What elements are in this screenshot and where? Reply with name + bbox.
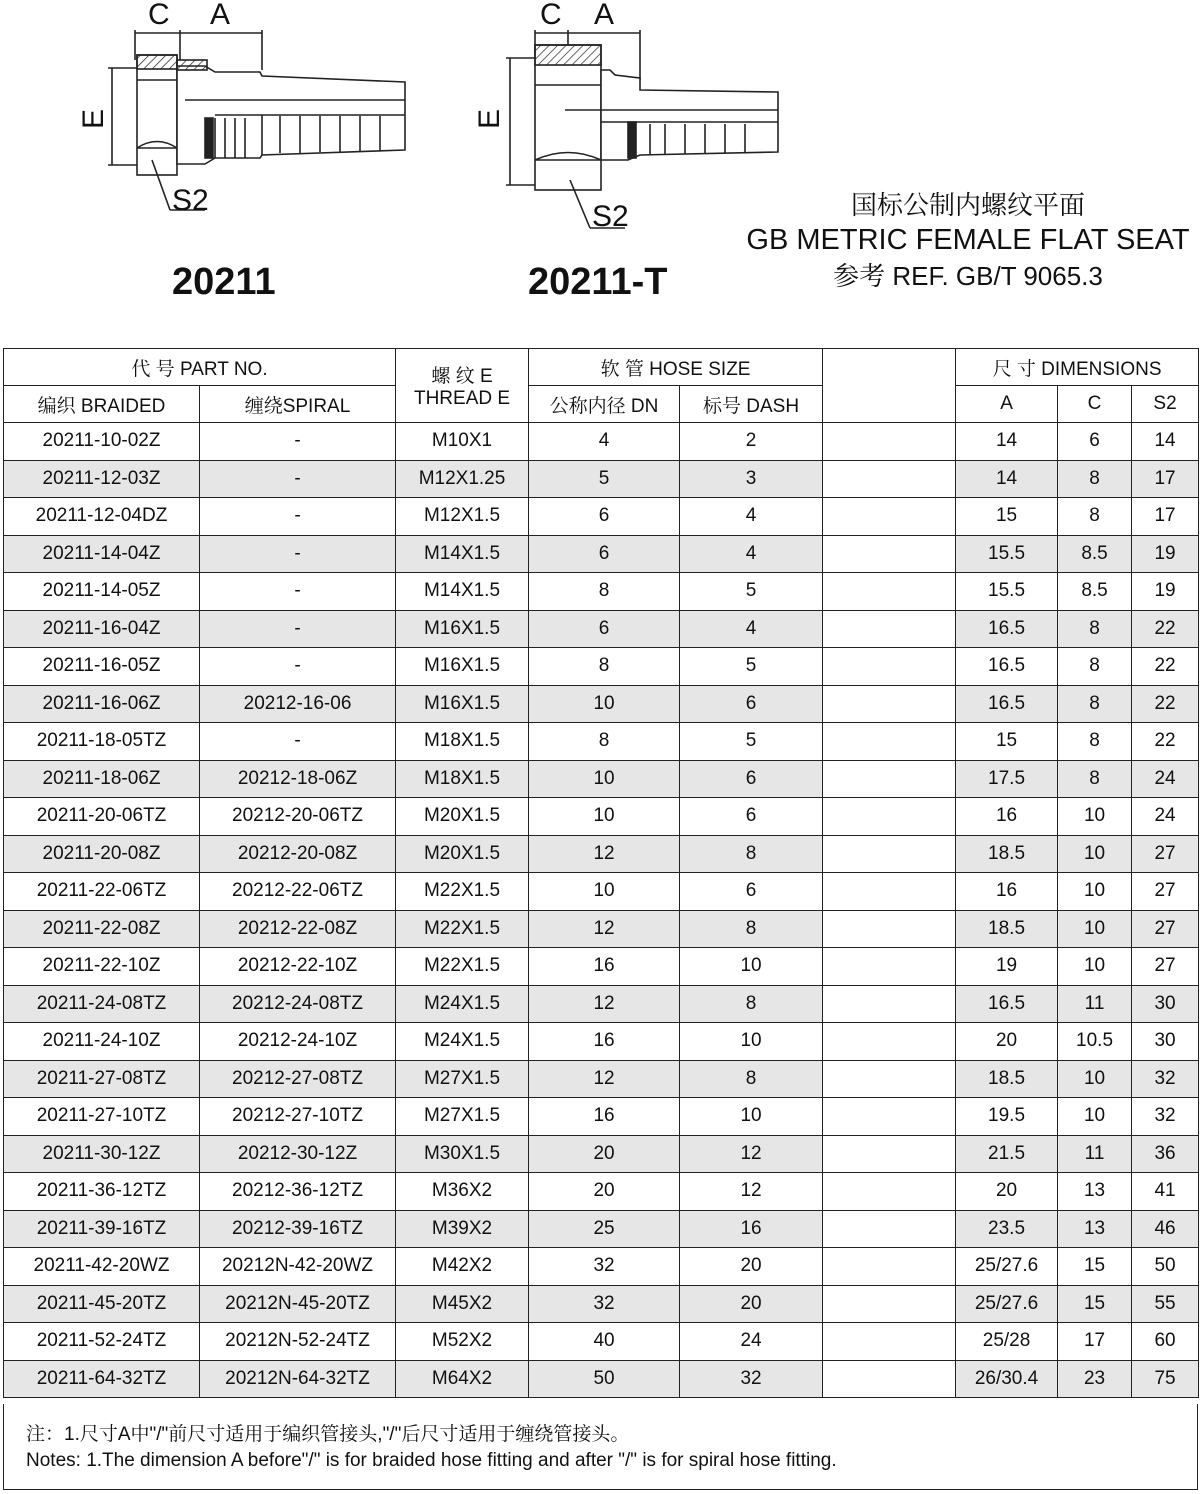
table-row bbox=[4, 948, 1199, 986]
cell-spiral: - bbox=[200, 648, 396, 686]
cell-blank bbox=[823, 460, 956, 498]
cell-a: 16 bbox=[956, 798, 1058, 836]
cell-dash: 24 bbox=[680, 1323, 823, 1361]
header-s2: S2 bbox=[1132, 386, 1199, 423]
cell-braided: 20211-16-06Z bbox=[4, 685, 200, 723]
cell-c: 8.5 bbox=[1058, 535, 1132, 573]
cell-blank bbox=[823, 1360, 956, 1398]
cell-braided: 20211-16-05Z bbox=[4, 648, 200, 686]
cell-a: 25/28 bbox=[956, 1323, 1058, 1361]
cell-dn: 12 bbox=[529, 985, 680, 1023]
cell-a: 16.5 bbox=[956, 685, 1058, 723]
cell-dash: 12 bbox=[680, 1135, 823, 1173]
cell-spiral: 20212N-52-24TZ bbox=[200, 1323, 396, 1361]
cell-dn: 10 bbox=[529, 798, 680, 836]
cell-braided: 20211-24-08TZ bbox=[4, 985, 200, 1023]
cell-c: 13 bbox=[1058, 1173, 1132, 1211]
cell-braided: 20211-36-12TZ bbox=[4, 1173, 200, 1211]
cell-spiral: - bbox=[200, 723, 396, 761]
cell-dash: 2 bbox=[680, 423, 823, 461]
cell-dash: 6 bbox=[680, 798, 823, 836]
cell-blank bbox=[823, 1248, 956, 1286]
cell-braided: 20211-18-05TZ bbox=[4, 723, 200, 761]
cell-blank bbox=[823, 498, 956, 536]
cell-thread: M45X2 bbox=[396, 1285, 529, 1323]
cell-dn: 50 bbox=[529, 1360, 680, 1398]
cell-a: 18.5 bbox=[956, 910, 1058, 948]
cell-thread: M22X1.5 bbox=[396, 910, 529, 948]
dim-c-label-left: C bbox=[148, 0, 170, 31]
cell-a: 15 bbox=[956, 723, 1058, 761]
cell-s2: 22 bbox=[1132, 610, 1199, 648]
cell-s2: 32 bbox=[1132, 1098, 1199, 1136]
header-blank bbox=[823, 349, 956, 423]
dim-a-label-right: A bbox=[594, 0, 615, 31]
cell-dn: 32 bbox=[529, 1285, 680, 1323]
header-thread bbox=[396, 349, 529, 423]
cell-s2: 22 bbox=[1132, 723, 1199, 761]
cell-spiral: 20212-20-06TZ bbox=[200, 798, 396, 836]
cell-dash: 8 bbox=[680, 910, 823, 948]
cell-thread: M18X1.5 bbox=[396, 760, 529, 798]
header-a: A bbox=[956, 386, 1058, 423]
cell-braided: 20211-39-16TZ bbox=[4, 1210, 200, 1248]
dim-e-label-right: E bbox=[473, 108, 507, 130]
cell-blank bbox=[823, 835, 956, 873]
header-hose-size: 软 管 HOSE SIZE bbox=[529, 349, 823, 386]
cell-spiral: 20212-22-06TZ bbox=[200, 873, 396, 911]
cell-spiral: 20212-16-06 bbox=[200, 685, 396, 723]
cell-s2: 27 bbox=[1132, 948, 1199, 986]
cell-a: 16.5 bbox=[956, 985, 1058, 1023]
dim-e-label-left: E bbox=[77, 108, 111, 130]
cell-s2: 17 bbox=[1132, 498, 1199, 536]
cell-dash: 5 bbox=[680, 573, 823, 611]
cell-dn: 8 bbox=[529, 723, 680, 761]
cell-dn: 12 bbox=[529, 1060, 680, 1098]
cell-c: 8 bbox=[1058, 760, 1132, 798]
cell-blank bbox=[823, 985, 956, 1023]
cell-dn: 25 bbox=[529, 1210, 680, 1248]
cell-c: 6 bbox=[1058, 423, 1132, 461]
cell-thread: M24X1.5 bbox=[396, 985, 529, 1023]
cell-spiral: 20212N-45-20TZ bbox=[200, 1285, 396, 1323]
cell-dash: 3 bbox=[680, 460, 823, 498]
cell-spiral: - bbox=[200, 460, 396, 498]
cell-blank bbox=[823, 948, 956, 986]
cell-blank bbox=[823, 873, 956, 911]
cell-a: 18.5 bbox=[956, 1060, 1058, 1098]
table-row bbox=[4, 535, 1199, 573]
cell-s2: 60 bbox=[1132, 1323, 1199, 1361]
cell-c: 10 bbox=[1058, 1098, 1132, 1136]
cell-dn: 10 bbox=[529, 760, 680, 798]
cell-c: 10 bbox=[1058, 1060, 1132, 1098]
cell-c: 15 bbox=[1058, 1248, 1132, 1286]
cell-s2: 55 bbox=[1132, 1285, 1199, 1323]
cell-braided: 20211-27-08TZ bbox=[4, 1060, 200, 1098]
cell-blank bbox=[823, 760, 956, 798]
cell-a: 15.5 bbox=[956, 573, 1058, 611]
cell-a: 20 bbox=[956, 1173, 1058, 1211]
cell-c: 10 bbox=[1058, 948, 1132, 986]
cell-a: 26/30.4 bbox=[956, 1360, 1058, 1398]
cell-dn: 40 bbox=[529, 1323, 680, 1361]
cell-braided: 20211-20-08Z bbox=[4, 835, 200, 873]
cell-spiral: 20212-30-12Z bbox=[200, 1135, 396, 1173]
cell-thread: M64X2 bbox=[396, 1360, 529, 1398]
table-row bbox=[4, 498, 1199, 536]
cell-c: 11 bbox=[1058, 985, 1132, 1023]
header-braided: 编织 BRAIDED bbox=[4, 386, 200, 423]
cell-s2: 75 bbox=[1132, 1360, 1199, 1398]
dim-c-label-right: C bbox=[540, 0, 562, 31]
note-english: Notes: 1.The dimension A before"/" is for braided hose fitting and after "/" is for spiral hose fitting. bbox=[26, 1450, 837, 1471]
cell-thread: M36X2 bbox=[396, 1173, 529, 1211]
header-c: C bbox=[1058, 386, 1132, 423]
cell-spiral: 20212-24-10Z bbox=[200, 1023, 396, 1061]
table-row bbox=[4, 873, 1199, 911]
cell-a: 16.5 bbox=[956, 648, 1058, 686]
table-row bbox=[4, 1285, 1199, 1323]
fitting-drawing-20211-t bbox=[0, 0, 800, 303]
model-code-left: 20211 bbox=[172, 261, 276, 303]
cell-spiral: 20212-39-16TZ bbox=[200, 1210, 396, 1248]
header-thread-en: THREAD E bbox=[413, 388, 511, 409]
cell-dn: 10 bbox=[529, 873, 680, 911]
cell-dash: 4 bbox=[680, 498, 823, 536]
cell-thread: M27X1.5 bbox=[396, 1060, 529, 1098]
cell-braided: 20211-20-06TZ bbox=[4, 798, 200, 836]
cell-c: 15 bbox=[1058, 1285, 1132, 1323]
cell-spiral: 20212-22-08Z bbox=[200, 910, 396, 948]
cell-spiral: - bbox=[200, 423, 396, 461]
header-dimensions: 尺 寸 DIMENSIONS bbox=[956, 349, 1199, 386]
cell-a: 15.5 bbox=[956, 535, 1058, 573]
cell-dn: 20 bbox=[529, 1135, 680, 1173]
cell-thread: M39X2 bbox=[396, 1210, 529, 1248]
cell-dash: 4 bbox=[680, 610, 823, 648]
cell-s2: 24 bbox=[1132, 798, 1199, 836]
header-dn: 公称内径 DN bbox=[529, 386, 680, 423]
cell-c: 23 bbox=[1058, 1360, 1132, 1398]
cell-thread: M12X1.5 bbox=[396, 498, 529, 536]
cell-braided: 20211-18-06Z bbox=[4, 760, 200, 798]
cell-blank bbox=[823, 910, 956, 948]
cell-braided: 20211-12-04DZ bbox=[4, 498, 200, 536]
cell-c: 10 bbox=[1058, 873, 1132, 911]
table-row bbox=[4, 1023, 1199, 1061]
cell-braided: 20211-10-02Z bbox=[4, 423, 200, 461]
cell-thread: M52X2 bbox=[396, 1323, 529, 1361]
cell-dash: 5 bbox=[680, 723, 823, 761]
cell-spiral: 20212N-42-20WZ bbox=[200, 1248, 396, 1286]
cell-c: 13 bbox=[1058, 1210, 1132, 1248]
cell-c: 10.5 bbox=[1058, 1023, 1132, 1061]
specification-table bbox=[3, 348, 1199, 1398]
cell-s2: 46 bbox=[1132, 1210, 1199, 1248]
cell-a: 25/27.6 bbox=[956, 1285, 1058, 1323]
cell-thread: M22X1.5 bbox=[396, 873, 529, 911]
table-row bbox=[4, 835, 1199, 873]
table-row bbox=[4, 798, 1199, 836]
dim-a-label-left: A bbox=[210, 0, 231, 31]
table-row bbox=[4, 1323, 1199, 1361]
table-row bbox=[4, 610, 1199, 648]
cell-blank bbox=[823, 573, 956, 611]
table-row bbox=[4, 685, 1199, 723]
table-row bbox=[4, 1098, 1199, 1136]
cell-dash: 4 bbox=[680, 535, 823, 573]
cell-dash: 32 bbox=[680, 1360, 823, 1398]
cell-thread: M20X1.5 bbox=[396, 798, 529, 836]
cell-blank bbox=[823, 685, 956, 723]
cell-s2: 32 bbox=[1132, 1060, 1199, 1098]
title-reference: 参考 REF. GB/T 9065.3 bbox=[833, 261, 1103, 291]
cell-a: 14 bbox=[956, 460, 1058, 498]
cell-braided: 20211-45-20TZ bbox=[4, 1285, 200, 1323]
cell-a: 16 bbox=[956, 873, 1058, 911]
cell-thread: M10X1 bbox=[396, 423, 529, 461]
cell-blank bbox=[823, 798, 956, 836]
cell-c: 10 bbox=[1058, 910, 1132, 948]
cell-s2: 41 bbox=[1132, 1173, 1199, 1211]
cell-dn: 12 bbox=[529, 910, 680, 948]
cell-dash: 10 bbox=[680, 1098, 823, 1136]
cell-dn: 4 bbox=[529, 423, 680, 461]
cell-a: 17.5 bbox=[956, 760, 1058, 798]
cell-s2: 22 bbox=[1132, 648, 1199, 686]
cell-braided: 20211-64-32TZ bbox=[4, 1360, 200, 1398]
cell-thread: M14X1.5 bbox=[396, 535, 529, 573]
cell-spiral: 20212-18-06Z bbox=[200, 760, 396, 798]
cell-dn: 6 bbox=[529, 498, 680, 536]
cell-c: 8 bbox=[1058, 498, 1132, 536]
cell-a: 15 bbox=[956, 498, 1058, 536]
cell-thread: M24X1.5 bbox=[396, 1023, 529, 1061]
cell-dash: 20 bbox=[680, 1248, 823, 1286]
cell-c: 8 bbox=[1058, 610, 1132, 648]
dim-s2-label-right: S2 bbox=[592, 200, 629, 233]
cell-thread: M18X1.5 bbox=[396, 723, 529, 761]
cell-braided: 20211-22-08Z bbox=[4, 910, 200, 948]
table-body bbox=[4, 423, 1199, 1398]
cell-s2: 30 bbox=[1132, 985, 1199, 1023]
cell-dash: 16 bbox=[680, 1210, 823, 1248]
cell-dn: 8 bbox=[529, 648, 680, 686]
cell-blank bbox=[823, 423, 956, 461]
cell-braided: 20211-52-24TZ bbox=[4, 1323, 200, 1361]
cell-dash: 12 bbox=[680, 1173, 823, 1211]
cell-thread: M12X1.25 bbox=[396, 460, 529, 498]
cell-c: 8 bbox=[1058, 648, 1132, 686]
cell-dn: 16 bbox=[529, 1023, 680, 1061]
cell-c: 8 bbox=[1058, 723, 1132, 761]
cell-s2: 30 bbox=[1132, 1023, 1199, 1061]
cell-spiral: 20212-20-08Z bbox=[200, 835, 396, 873]
cell-dash: 6 bbox=[680, 760, 823, 798]
cell-a: 19.5 bbox=[956, 1098, 1058, 1136]
cell-braided: 20211-27-10TZ bbox=[4, 1098, 200, 1136]
table-row bbox=[4, 723, 1199, 761]
cell-spiral: - bbox=[200, 573, 396, 611]
dim-s2-label-left: S2 bbox=[172, 184, 209, 217]
cell-dn: 16 bbox=[529, 948, 680, 986]
header-spiral: 缠绕SPIRAL bbox=[200, 386, 396, 423]
cell-a: 16.5 bbox=[956, 610, 1058, 648]
cell-spiral: - bbox=[200, 610, 396, 648]
cell-thread: M14X1.5 bbox=[396, 573, 529, 611]
cell-dn: 8 bbox=[529, 573, 680, 611]
cell-braided: 20211-24-10Z bbox=[4, 1023, 200, 1061]
header-dash: 标号 DASH bbox=[680, 386, 823, 423]
cell-dn: 12 bbox=[529, 835, 680, 873]
table-row bbox=[4, 1135, 1199, 1173]
cell-s2: 24 bbox=[1132, 760, 1199, 798]
cell-dn: 6 bbox=[529, 535, 680, 573]
cell-blank bbox=[823, 1210, 956, 1248]
table-row bbox=[4, 760, 1199, 798]
cell-spiral: 20212N-64-32TZ bbox=[200, 1360, 396, 1398]
cell-s2: 19 bbox=[1132, 535, 1199, 573]
cell-braided: 20211-12-03Z bbox=[4, 460, 200, 498]
cell-dash: 6 bbox=[680, 873, 823, 911]
title-block bbox=[740, 188, 1196, 294]
cell-a: 19 bbox=[956, 948, 1058, 986]
cell-dash: 10 bbox=[680, 948, 823, 986]
cell-blank bbox=[823, 1135, 956, 1173]
cell-s2: 27 bbox=[1132, 873, 1199, 911]
cell-dn: 32 bbox=[529, 1248, 680, 1286]
cell-blank bbox=[823, 535, 956, 573]
table-row bbox=[4, 423, 1199, 461]
cell-spiral: 20212-27-10TZ bbox=[200, 1098, 396, 1136]
cell-c: 8.5 bbox=[1058, 573, 1132, 611]
cell-braided: 20211-16-04Z bbox=[4, 610, 200, 648]
cell-blank bbox=[823, 1060, 956, 1098]
cell-blank bbox=[823, 1098, 956, 1136]
cell-dash: 8 bbox=[680, 1060, 823, 1098]
cell-spiral: 20212-22-10Z bbox=[200, 948, 396, 986]
cell-a: 25/27.6 bbox=[956, 1248, 1058, 1286]
notes-box bbox=[3, 1404, 1198, 1490]
cell-c: 11 bbox=[1058, 1135, 1132, 1173]
table-row bbox=[4, 1060, 1199, 1098]
header-part-no: 代 号 PART NO. bbox=[4, 349, 396, 386]
header-area bbox=[0, 0, 1200, 340]
table-row bbox=[4, 460, 1199, 498]
cell-dash: 10 bbox=[680, 1023, 823, 1061]
cell-c: 10 bbox=[1058, 798, 1132, 836]
cell-thread: M16X1.5 bbox=[396, 610, 529, 648]
cell-a: 20 bbox=[956, 1023, 1058, 1061]
cell-dash: 8 bbox=[680, 985, 823, 1023]
cell-s2: 36 bbox=[1132, 1135, 1199, 1173]
cell-c: 17 bbox=[1058, 1323, 1132, 1361]
cell-dn: 5 bbox=[529, 460, 680, 498]
cell-dn: 6 bbox=[529, 610, 680, 648]
cell-a: 23.5 bbox=[956, 1210, 1058, 1248]
cell-blank bbox=[823, 1285, 956, 1323]
cell-c: 8 bbox=[1058, 685, 1132, 723]
table-row bbox=[4, 648, 1199, 686]
note-chinese: 注：1.尺寸A中"/"前尺寸适用于编织管接头,"/"后尺寸适用于缠绕管接头。 bbox=[26, 1424, 630, 1445]
cell-a: 21.5 bbox=[956, 1135, 1058, 1173]
cell-braided: 20211-30-12Z bbox=[4, 1135, 200, 1173]
cell-thread: M22X1.5 bbox=[396, 948, 529, 986]
cell-thread: M20X1.5 bbox=[396, 835, 529, 873]
cell-s2: 14 bbox=[1132, 423, 1199, 461]
cell-spiral: 20212-36-12TZ bbox=[200, 1173, 396, 1211]
cell-s2: 50 bbox=[1132, 1248, 1199, 1286]
cell-braided: 20211-22-10Z bbox=[4, 948, 200, 986]
cell-s2: 19 bbox=[1132, 573, 1199, 611]
cell-s2: 27 bbox=[1132, 835, 1199, 873]
cell-thread: M30X1.5 bbox=[396, 1135, 529, 1173]
table-row bbox=[4, 1210, 1199, 1248]
cell-blank bbox=[823, 723, 956, 761]
cell-spiral: - bbox=[200, 535, 396, 573]
table-row bbox=[4, 985, 1199, 1023]
cell-thread: M27X1.5 bbox=[396, 1098, 529, 1136]
cell-thread: M16X1.5 bbox=[396, 685, 529, 723]
title-chinese: 国标公制内螺纹平面 bbox=[850, 190, 1085, 220]
cell-dash: 8 bbox=[680, 835, 823, 873]
cell-s2: 27 bbox=[1132, 910, 1199, 948]
cell-a: 14 bbox=[956, 423, 1058, 461]
cell-c: 8 bbox=[1058, 460, 1132, 498]
cell-braided: 20211-42-20WZ bbox=[4, 1248, 200, 1286]
cell-dn: 16 bbox=[529, 1098, 680, 1136]
cell-dn: 10 bbox=[529, 685, 680, 723]
cell-a: 18.5 bbox=[956, 835, 1058, 873]
cell-spiral: 20212-27-08TZ bbox=[200, 1060, 396, 1098]
cell-blank bbox=[823, 648, 956, 686]
table-row bbox=[4, 1360, 1199, 1398]
cell-blank bbox=[823, 1323, 956, 1361]
cell-thread: M42X2 bbox=[396, 1248, 529, 1286]
cell-c: 10 bbox=[1058, 835, 1132, 873]
header-thread-cn: 螺 纹 E bbox=[431, 366, 493, 387]
cell-blank bbox=[823, 1173, 956, 1211]
cell-blank bbox=[823, 1023, 956, 1061]
cell-braided: 20211-14-04Z bbox=[4, 535, 200, 573]
title-english: GB METRIC FEMALE FLAT SEAT bbox=[746, 224, 1190, 256]
cell-s2: 17 bbox=[1132, 460, 1199, 498]
table-row bbox=[4, 1248, 1199, 1286]
cell-dn: 20 bbox=[529, 1173, 680, 1211]
cell-s2: 22 bbox=[1132, 685, 1199, 723]
cell-braided: 20211-14-05Z bbox=[4, 573, 200, 611]
cell-spiral: - bbox=[200, 498, 396, 536]
table-row bbox=[4, 1173, 1199, 1211]
model-code-right: 20211-T bbox=[528, 261, 668, 303]
cell-braided: 20211-22-06TZ bbox=[4, 873, 200, 911]
table-row bbox=[4, 910, 1199, 948]
cell-dash: 20 bbox=[680, 1285, 823, 1323]
cell-dash: 6 bbox=[680, 685, 823, 723]
cell-spiral: 20212-24-08TZ bbox=[200, 985, 396, 1023]
cell-dash: 5 bbox=[680, 648, 823, 686]
cell-blank bbox=[823, 610, 956, 648]
table-row bbox=[4, 573, 1199, 611]
cell-thread: M16X1.5 bbox=[396, 648, 529, 686]
